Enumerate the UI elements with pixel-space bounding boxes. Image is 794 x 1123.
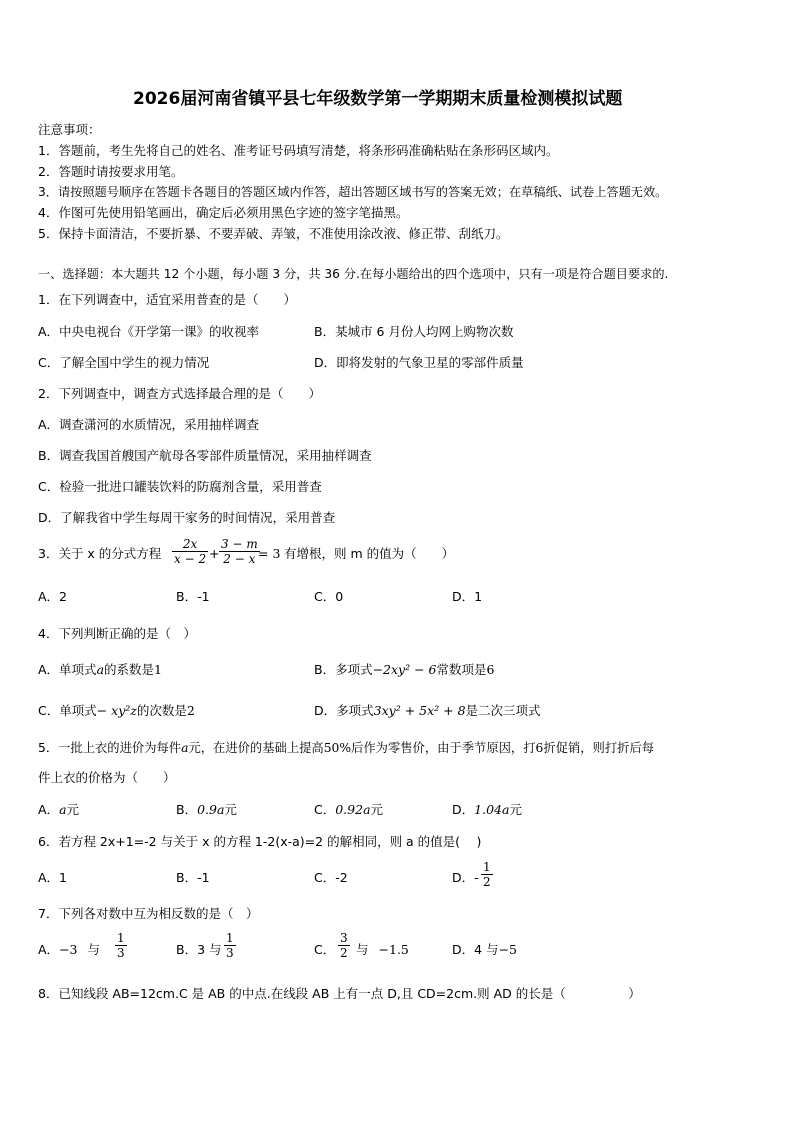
q4-a-suffix: 的系数是 — [104, 662, 155, 677]
q5-option-b — [176, 802, 237, 818]
q4-d-math: 3xy² + 5x² + 8 — [373, 703, 466, 718]
q1-option-b: B．某城市 6 月份人均网上购物次数 — [314, 324, 514, 339]
q6-option-a: A．1 — [38, 870, 68, 885]
q3-option-c: C．0 — [314, 589, 344, 604]
q4-b-value: 6 — [486, 662, 495, 677]
q5-b-unit: 元 — [224, 802, 237, 817]
q7-option-c-rest — [356, 942, 409, 958]
q4-d-prefix: D．多项式 — [314, 703, 374, 718]
q3-option-b: B．-1 — [176, 589, 210, 604]
q3-tail: 有增根，则 m 的值为（ ） — [284, 546, 455, 561]
q4-option-d — [314, 703, 541, 719]
q5-option-d — [452, 802, 522, 818]
question-5-line-1 — [38, 740, 654, 756]
q7-option-b-fraction — [224, 931, 236, 960]
q5-d-label: D． — [452, 802, 475, 817]
q7-option-b-label: B．3 与 — [176, 942, 222, 957]
q5-a-label: A． — [38, 802, 60, 817]
notice-item: 3．请按照题号顺序在答题卡各题目的答题区域内作答，超出答题区域书写的答案无效；在草稿纸、试卷上答题无效。 — [38, 185, 668, 199]
q5-b-math: 0.9a — [197, 802, 225, 817]
notice-item: 1．答题前，考生先将自己的姓名、准考证号码填写清楚，将条形码准确粘贴在条形码区域内。 — [38, 143, 559, 158]
q3-option-d: D．1 — [452, 589, 483, 604]
q3-fraction-2 — [219, 537, 260, 566]
q2-option-c: C．检验一批进口罐装饮料的防腐剂含量，采用普查 — [38, 479, 322, 494]
q5-math-a: a — [181, 741, 189, 755]
q5-d-math: 1.04a — [474, 802, 510, 817]
q7-c-and: 与 — [356, 942, 369, 957]
q1-option-a: A．中央电视台《开学第一课》的收视率 — [38, 324, 260, 339]
q3-equals: = 3 — [258, 546, 281, 561]
q4-b-suffix: 常数项是 — [436, 662, 487, 677]
q7-d-value: −5 — [498, 942, 517, 957]
q2-option-a: A．调查潇河的水质情况，采用抽样调查 — [38, 417, 260, 432]
q4-b-math: −2xy² − 6 — [372, 662, 437, 677]
q5-text: 5．一批上衣的进价为每件 — [38, 741, 182, 755]
q4-a-math: a — [96, 662, 105, 677]
q4-c-value: 2 — [186, 703, 195, 718]
q5-text: 元，在进价的基础上提高 — [188, 741, 324, 755]
q3-fraction-1-denominator: x − 2 — [174, 552, 207, 566]
q7-option-a-label — [38, 942, 100, 958]
q5-option-a — [38, 802, 79, 818]
q4-option-a — [38, 662, 162, 678]
q6-d-denominator: 2 — [483, 875, 491, 889]
q7-c-denominator: 2 — [340, 946, 348, 960]
notice-heading: 注意事项： — [38, 122, 101, 137]
notice-item: 2．答题时请按要求用笔。 — [38, 164, 184, 179]
q5-a-unit: 元 — [66, 802, 80, 817]
q5-b-label: B． — [176, 802, 198, 817]
question-6-stem: 6．若方程 2x+1=-2 与关于 x 的方程 1-2(x-a)=2 的解相同，则 a 的值是( ) — [38, 834, 482, 849]
q3-option-a: A．2 — [38, 589, 68, 604]
q5-discount: 6 — [535, 741, 544, 755]
q3-fraction-1-numerator: 2x — [172, 537, 208, 552]
q1-option-c: C．了解全国中学生的视力情况 — [38, 355, 210, 370]
q7-b-numerator: 1 — [226, 931, 234, 945]
q7-c-numerator: 3 — [340, 931, 348, 945]
notice-item: 5．保持卡面清洁，不要折暴、不要弄破、弄皱，不准使用涂改液、修正带、刮纸刀。 — [38, 226, 509, 241]
q3-fraction-2-numerator: 3 − m — [221, 537, 258, 551]
question-5-line-2: 件上衣的价格为（ ） — [38, 770, 176, 785]
q4-d-suffix: 是二次三项式 — [465, 703, 541, 718]
q7-d-label: D．4 与 — [452, 942, 499, 957]
question-1-stem: 1．在下列调查中，适宜采用普查的是（ ） — [38, 292, 296, 307]
q5-text: 后作为零售价，由于季节原因，打 — [351, 741, 536, 755]
q7-option-d — [452, 942, 517, 958]
q5-c-label: C． — [314, 802, 336, 817]
q5-option-c — [314, 802, 383, 818]
q4-a-value: 1 — [154, 662, 162, 677]
q5-d-unit: 元 — [509, 802, 522, 817]
q7-a-value: −3 — [59, 942, 78, 957]
q7-a-and: 与 — [87, 942, 100, 957]
q7-b-denominator: 3 — [226, 946, 234, 960]
q4-c-math: − xy²z — [96, 703, 137, 718]
q6-option-d-fraction — [481, 860, 493, 889]
q2-option-d: D．了解我省中学生每周干家务的时间情况，采用普查 — [38, 510, 336, 525]
question-3-lead: 3．关于 x 的分式方程 — [38, 546, 162, 561]
q5-percent: 50% — [323, 741, 352, 755]
q6-option-d-label: D．- — [452, 870, 479, 885]
q6-d-numerator: 1 — [483, 860, 491, 874]
q7-option-a-fraction — [115, 931, 127, 960]
section-header: 一、选择题：本大题共 12 个小题，每小题 3 分，共 36 分.在每小题给出的四个选项中，只有一项是符合题目要求的. — [38, 267, 669, 281]
q7-option-c-label: C． — [314, 942, 336, 957]
page-title: 2026届河南省镇平县七年级数学第一学期期末质量检测模拟试题 — [133, 89, 623, 109]
q6-option-b: B．-1 — [176, 870, 210, 885]
question-8-stem: 8．已知线段 AB=12cm.C 是 AB 的中点.在线段 AB 上有一点 D,且 CD=2cm.则 AD 的长是（ ） — [38, 986, 641, 1001]
q5-c-unit: 元 — [370, 802, 384, 817]
q4-a-prefix: A．单项式 — [38, 662, 97, 677]
q7-a-denominator: 3 — [117, 946, 125, 960]
q7-a-label: A． — [38, 942, 60, 957]
q3-plus: + — [209, 546, 220, 561]
q7-option-c-fraction — [338, 931, 350, 960]
q7-c-value: −1.5 — [378, 942, 409, 957]
q4-option-b — [314, 662, 494, 678]
q1-option-d: D．即将发射的气象卫星的零部件质量 — [314, 355, 524, 370]
question-2-stem: 2．下列调查中，调查方式选择最合理的是（ ） — [38, 386, 321, 401]
q4-c-prefix: C．单项式 — [38, 703, 97, 718]
q4-c-suffix: 的次数是 — [136, 703, 187, 718]
question-4-stem: 4．下列判断正确的是（ ） — [38, 626, 196, 641]
q5-c-math: 0.92a — [335, 802, 371, 817]
q3-fraction-1 — [172, 537, 208, 566]
q3-fraction-2-denominator: 2 − x — [223, 552, 256, 566]
q6-option-c: C．-2 — [314, 870, 348, 885]
q4-b-prefix: B．多项式 — [314, 662, 373, 677]
q5-a-math: a — [59, 802, 67, 817]
notice-item: 4．作图可先使用铅笔画出，确定后必须用黑色字迹的签字笔描黑。 — [38, 205, 409, 220]
q7-a-numerator: 1 — [117, 931, 125, 945]
question-7-stem: 7．下列各对数中互为相反数的是（ ） — [38, 906, 259, 921]
q5-text: 折促销，则打折后每 — [543, 741, 655, 755]
q2-option-b: B．调查我国首艘国产航母各零部件质量情况，采用抽样调查 — [38, 448, 372, 463]
q4-option-c — [38, 703, 195, 719]
